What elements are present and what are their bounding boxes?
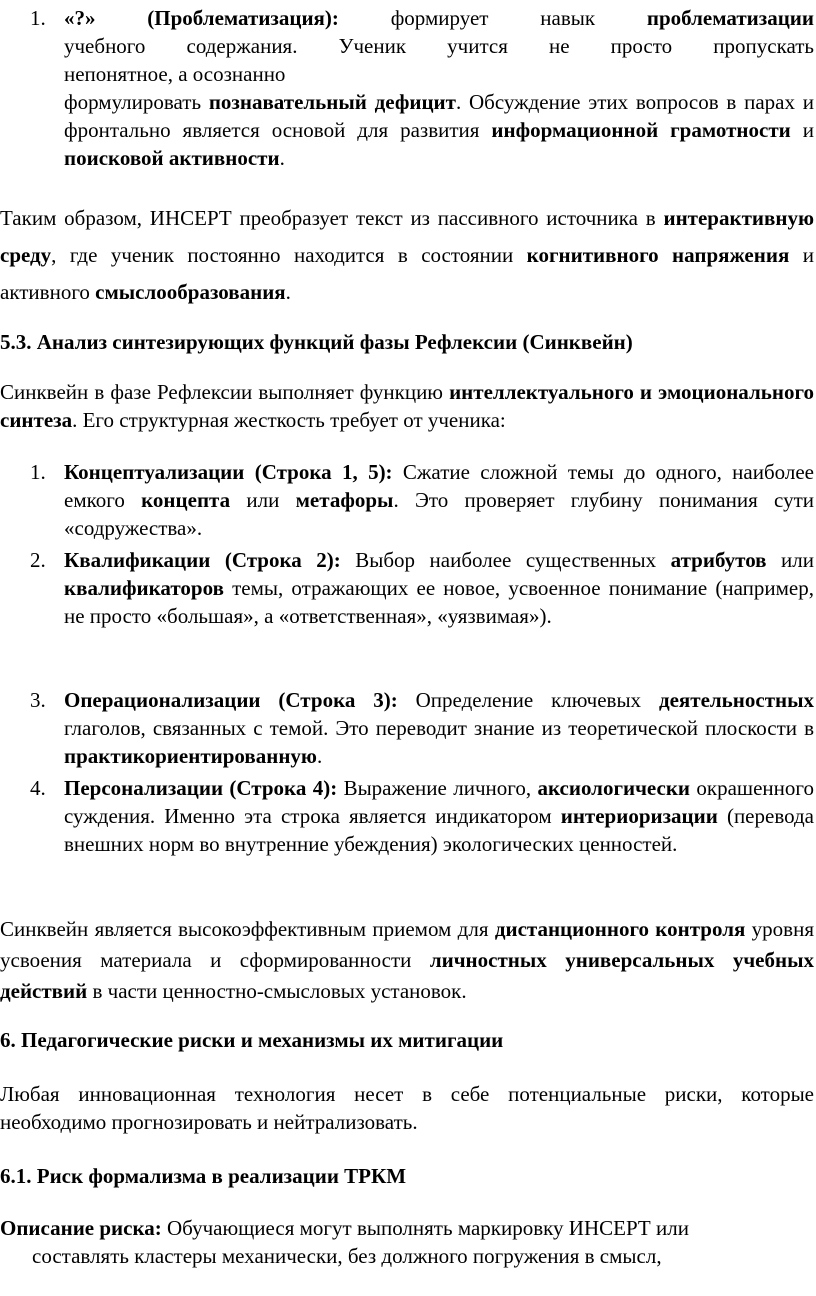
bold-term: проблематизации [646,6,814,30]
list-number: 4. [30,776,46,800]
list-number: 1. [30,6,46,30]
list-item-text [64,546,814,630]
text: Определение ключевых [397,688,659,712]
bold-term: личностных универсальных учебных действий [0,948,814,1003]
bold-term: смыслообразования [95,280,286,304]
item-lead: Квалификации (Строка 2): [64,548,341,572]
text: Выражение личного, [337,776,538,800]
list-number: 3. [30,688,46,712]
list-item-text [64,774,814,858]
text: и [790,118,814,142]
paragraph [0,914,814,1007]
list-item-text [64,686,814,770]
list-item-line: непонятное, а осознанно [64,62,286,86]
section-heading: 5.3. Анализ синтезирующих функций фазы Рефлексии (Синквейн) [0,330,633,354]
bold-term: квалификаторов [64,576,224,600]
risk-line [0,1214,814,1242]
text: . [285,280,291,304]
text: Синквейн является высокоэффективным приемом для [0,917,495,941]
item-lead: Концептуализации (Строка 1, 5): [64,460,393,484]
text: . [316,744,323,768]
paragraph [0,200,814,311]
bold-term: дистанционного контроля [494,917,746,941]
bold-term: интериоризации [560,804,718,828]
item-lead: «?» (Проблематизация): [64,6,339,30]
bold-term: поисковой активности [64,146,280,170]
list-number: 2. [30,548,46,572]
item-lead: Персонализации (Строка 4): [64,776,338,800]
text: . [279,146,285,170]
text: Таким образом, ИНСЕРТ преобразует текст из пассивного источника в [0,206,664,230]
paragraph [0,378,814,434]
text: Выбор наиболее существенных [340,548,671,572]
bold-term: информационной грамотности [491,118,791,142]
bold-term: когнитивного напряжения [526,243,790,267]
text: Обучающиеся могут выполнять маркировку ИНСЕРТ или [161,1216,689,1240]
bold-term: аксиологически [537,776,691,800]
text: формулировать [64,90,209,114]
text: Сжатие сложной темы до одного, наиболее емкого [64,460,814,512]
paragraph: Любая инновационная технология несет в себе потенциальные риски, которые необходимо прогнозировать и нейтрализовать. [0,1082,814,1134]
bold-term: деятельностных [658,688,815,712]
text: или [230,488,296,512]
section-heading: 6. Педагогические риски и механизмы их митигации [0,1028,504,1052]
text: . Обсуждение этих вопросов в парах и фронтально является основой для развития [64,90,814,142]
list-item-line [64,4,814,32]
text: (перевода внешних норм во внутренние убеждения) экологических ценностей. [64,804,814,856]
bold-term: концепта [141,488,231,512]
text: уровня усвоения материала и сформированности [0,917,814,972]
text: темы, отражающих ее новое, усвоенное понимание (например, не просто «большая», а «ответственная», «уязвимая»). [64,576,814,628]
bold-term: интеллектуального и эмоционального синтеза [0,380,814,432]
item-lead: Описание риска: [0,1216,162,1240]
text: . Его структурная жесткость требует от ученика: [72,408,506,432]
risk-line: составлять кластеры механически, без должного погружения в смысл, [32,1244,662,1268]
text: , где ученик постоянно находится в состоянии [51,243,527,267]
text: глаголов, связанных с темой. Это переводит знание из теоретической плоскости в [64,716,814,740]
list-item-line: учебного содержания. Ученик учится не просто пропускать [64,34,814,58]
risk-description [0,1214,814,1270]
bold-term: интерактивную среду [0,206,814,267]
item-lead: Операционализации (Строка 3): [64,688,398,712]
text: окрашенного суждения. Именно эта строка является индикатором [64,776,814,828]
text: или [766,548,814,572]
bold-term: атрибутов [670,548,767,572]
bold-term: познавательный дефицит [208,90,456,114]
list-number: 1. [30,460,46,484]
text: в части ценностно-смысловых установок. [87,979,467,1003]
text: . Это проверяет глубину понимания сути «содружества». [64,488,814,540]
text: формирует навык [338,6,647,30]
section-heading: 6.1. Риск формализма в реализации ТРКМ [0,1164,407,1188]
text: и активного [0,243,814,304]
bold-term: метафоры [295,488,394,512]
list-item-text [64,88,814,172]
text: Синквейн в фазе Рефлексии выполняет функцию [0,380,450,404]
bold-term: практикориентированную [64,744,317,768]
list-item-text [64,458,814,542]
